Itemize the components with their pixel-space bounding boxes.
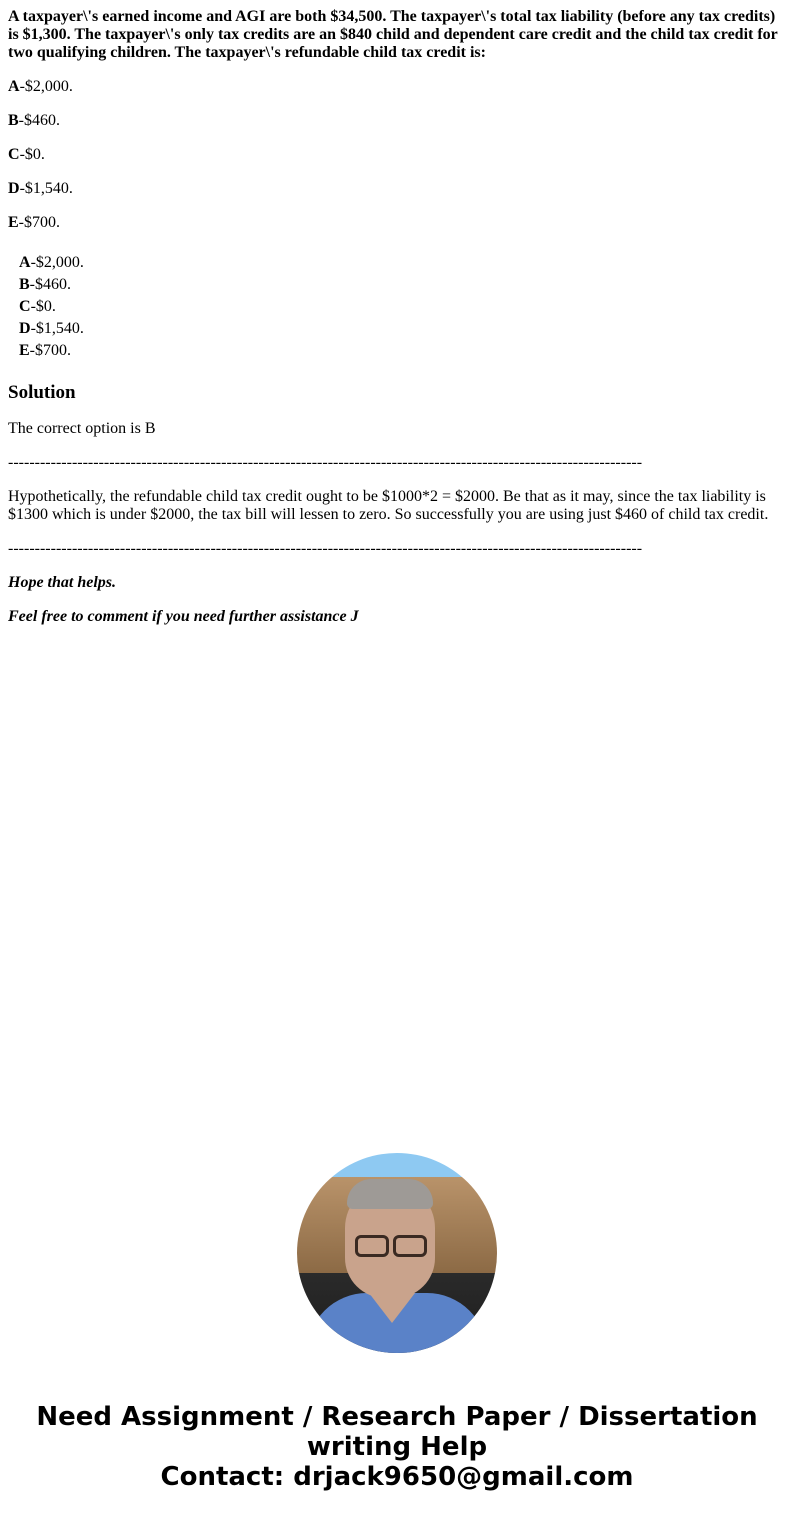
glasses-icon: [393, 1235, 427, 1257]
promo-footer: [0, 1402, 794, 1492]
footer-contact: Contact: drjack9650@gmail.com: [160, 1462, 634, 1492]
option-d: D-$1,540.: [8, 180, 73, 197]
avatar: [297, 1153, 497, 1353]
list-item: D-$1,540.: [19, 320, 84, 337]
option-list-repeat: [19, 252, 786, 362]
option-a: A-$2,000.: [8, 78, 73, 95]
divider-line: -----------------------------------------------------------------------------------------------------------------------: [8, 454, 643, 471]
option-e: E-$700.: [8, 214, 60, 231]
list-item: B-$460.: [19, 276, 71, 293]
option-c: C-$0.: [8, 146, 45, 163]
solution-heading: Solution: [8, 382, 76, 403]
question-text: A taxpayer\'s earned income and AGI are both $34,500. The taxpayer\'s total tax liability (before any tax credits) is $1,300. The taxpayer\'s only tax credits are an $840 child and dependent care credit and the child tax credit for two qualifying children. The taxpayer\'s refundable child tax credit is:: [8, 8, 778, 61]
document-body: [8, 8, 786, 626]
footer-line-1: Need Assignment / Research Paper / Dissertation: [36, 1402, 758, 1432]
closing-comment: Feel free to comment if you need further assistance J: [8, 608, 359, 625]
solution-explanation: Hypothetically, the refundable child tax credit ought to be $1000*2 = $2000. Be that as it may, since the tax liability is $1300 which is under $2000, the tax bill will lessen to zero. So successfully you are using just $460 of child tax credit.: [8, 488, 769, 523]
option-b: B-$460.: [8, 112, 60, 129]
list-item: E-$700.: [19, 342, 71, 359]
footer-line-2: writing Help: [306, 1432, 488, 1462]
solution-answer: The correct option is B: [8, 420, 156, 437]
divider-line: -----------------------------------------------------------------------------------------------------------------------: [8, 540, 643, 557]
list-item: C-$0.: [19, 298, 56, 315]
closing-hope: Hope that helps.: [8, 574, 117, 591]
list-item: A-$2,000.: [19, 254, 84, 271]
avatar-hair: [347, 1179, 433, 1209]
glasses-icon: [355, 1235, 389, 1257]
